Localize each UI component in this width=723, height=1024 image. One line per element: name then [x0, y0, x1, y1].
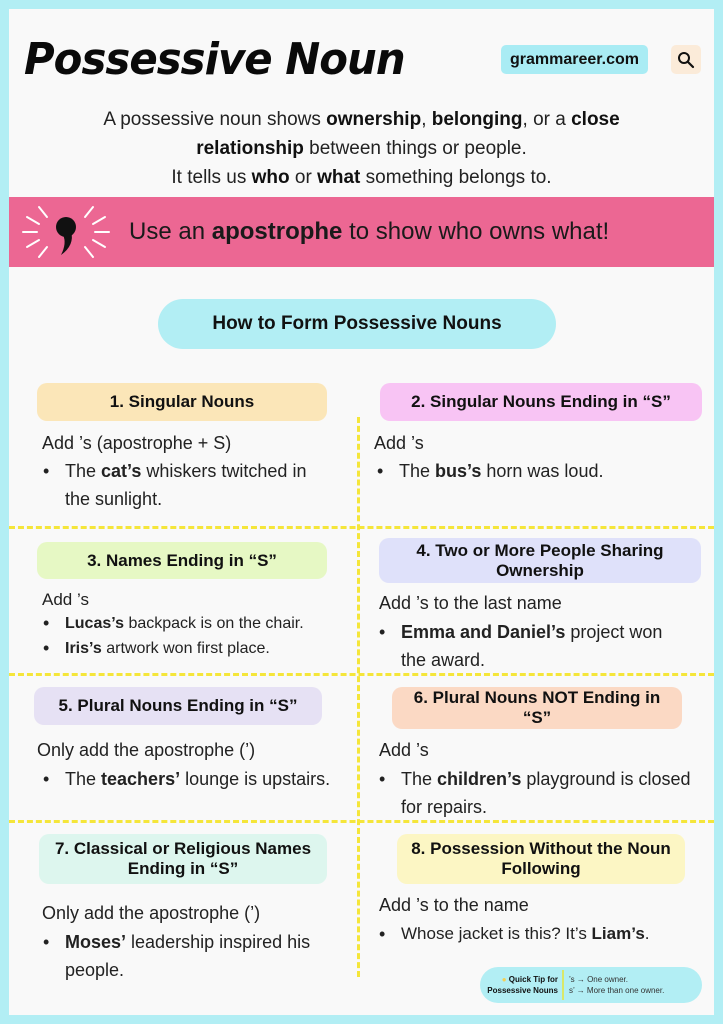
card-2-examples [369, 457, 619, 485]
card-5-rule: Only add the apostrophe (’) [37, 740, 256, 760]
card-6-examples [371, 765, 691, 821]
card-2-rule: Add ’s [374, 433, 424, 453]
card-8-title: 8. Possession Without the Noun Following [397, 834, 685, 884]
card-3-examples [35, 611, 365, 661]
banner-text: Use an apostrophe to show who owns what! [129, 218, 610, 245]
card-7-title: 7. Classical or Religious Names Ending in “S” [39, 834, 327, 884]
site-link[interactable]: grammareer.com [501, 45, 648, 74]
apostrophe-banner [9, 197, 714, 267]
card-4-title: 4. Two or More People Sharing Ownership [379, 538, 701, 583]
card-7-examples [35, 928, 345, 984]
quick-tip [480, 967, 702, 1003]
example-item: • Whose jacket is this? It’s Liam’s. [371, 920, 716, 948]
card-6-rule: Add ’s [379, 740, 429, 760]
example-item: • The cat’s whiskers twitched in the sunlight. [35, 457, 325, 513]
section-title: How to Form Possessive Nouns [158, 299, 556, 349]
quick-tip-label: ● Quick Tip for Possessive Nouns [487, 975, 558, 995]
example-item: • The children’s playground is closed for repairs. [371, 765, 691, 821]
card-2-title: 2. Singular Nouns Ending in “S” [380, 383, 702, 421]
infographic-page [9, 9, 714, 1015]
example-item: • Iris’s artwork won first place. [35, 636, 365, 661]
vertical-divider [357, 417, 360, 977]
page-title: Possessive Noun [24, 34, 405, 85]
card-5-examples [35, 765, 335, 793]
example-item: • Lucas’s backpack is on the chair. [35, 611, 365, 636]
lightbulb-icon: ● [501, 975, 507, 984]
horizontal-divider [9, 526, 714, 529]
card-5-title: 5. Plural Nouns Ending in “S” [34, 687, 322, 725]
card-7-rule: Only add the apostrophe (’) [42, 903, 261, 923]
card-1-examples [35, 457, 325, 513]
search-button[interactable] [671, 45, 701, 74]
card-1-title: 1. Singular Nouns [37, 383, 327, 421]
intro-text: A possessive noun shows ownership, belonging, or a close relationship between things or people. It tells us who or what something belongs to. [103, 109, 620, 188]
quick-tip-content: ’s → One owner. s’ → More than one owner. [569, 975, 665, 995]
card-8-examples [371, 920, 716, 948]
example-item: • The bus’s horn was loud. [369, 457, 619, 485]
card-4-rule: Add ’s to the last name [379, 593, 562, 613]
card-6-title: 6. Plural Nouns NOT Ending in “S” [392, 687, 682, 729]
card-3-rule: Add ’s [42, 590, 89, 609]
search-icon [677, 51, 695, 69]
example-item: • The teachers’ lounge is upstairs. [35, 765, 335, 793]
card-1-rule: Add ’s (apostrophe + S) [42, 433, 232, 453]
card-8-rule: Add ’s to the name [379, 895, 529, 915]
card-4-examples [371, 618, 691, 674]
example-item: • Emma and Daniel’s project won the award. [371, 618, 691, 674]
card-3-title: 3. Names Ending in “S” [37, 542, 327, 579]
apostrophe-icon [9, 197, 119, 267]
example-item: • Moses’ leadership inspired his people. [35, 928, 345, 984]
